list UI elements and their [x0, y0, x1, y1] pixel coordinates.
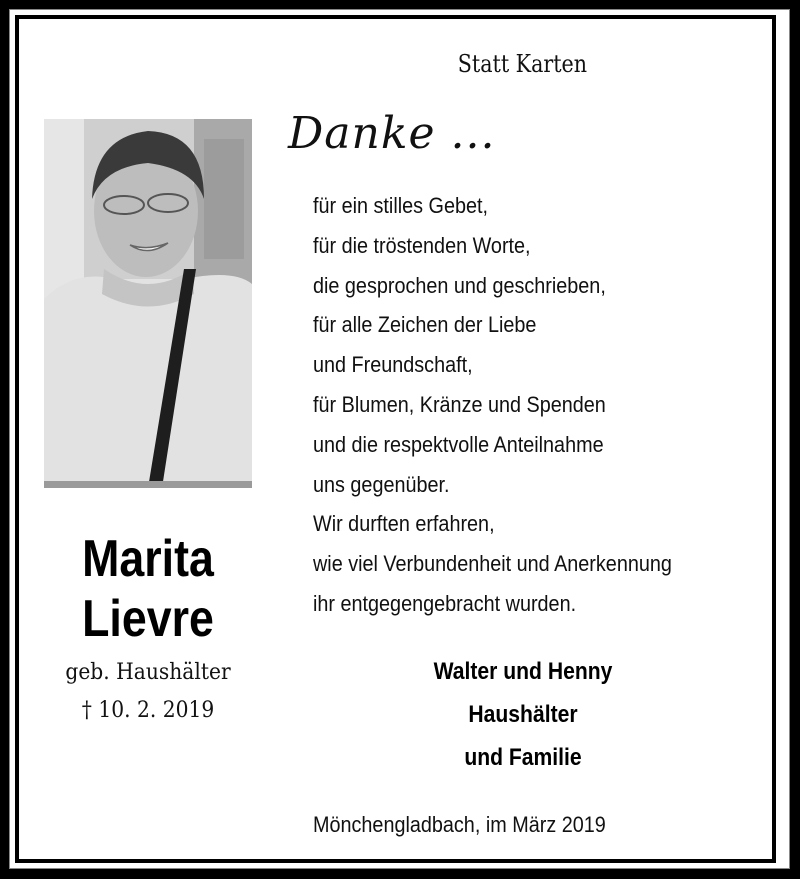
poem-line: und Freundschaft,: [313, 352, 473, 378]
family-signature: [388, 650, 657, 779]
place-and-date: Mönchengladbach, im März 2019: [313, 812, 606, 837]
poem-line: uns gegenüber.: [313, 471, 450, 497]
poem-line: die gesprochen und geschrieben,: [313, 272, 606, 298]
signature-line: Haushälter: [468, 701, 578, 728]
poem-line: für alle Zeichen der Liebe: [313, 312, 537, 338]
poem-line: ihr entgegengebracht wurden.: [313, 590, 577, 616]
thank-you-poem: [313, 186, 672, 624]
poem-line: für ein stilles Gebet,: [313, 193, 488, 218]
deceased-first-name: Marita: [82, 530, 214, 588]
poem-line: für Blumen, Kränze und Spenden: [313, 391, 606, 417]
poem-line: für die tröstenden Worte,: [313, 232, 531, 258]
portrait-image: [44, 119, 252, 488]
poem-line: und die respektvolle Anteilnahme: [313, 431, 604, 457]
signature-line: und Familie: [464, 744, 582, 771]
statt-karten-label: Statt Karten: [457, 50, 588, 78]
danke-script-title: Danke ...: [288, 108, 496, 159]
deceased-photo: [44, 119, 252, 488]
deceased-last-name: Lievre: [82, 590, 214, 648]
death-date: † 10. 2. 2019: [81, 698, 215, 723]
poem-line: Wir durften erfahren,: [313, 511, 495, 537]
signature-line: Walter und Henny: [433, 658, 613, 685]
birth-name: geb. Haushälter: [65, 660, 231, 685]
poem-line: wie viel Verbundenheit und Anerkennung: [313, 551, 672, 577]
